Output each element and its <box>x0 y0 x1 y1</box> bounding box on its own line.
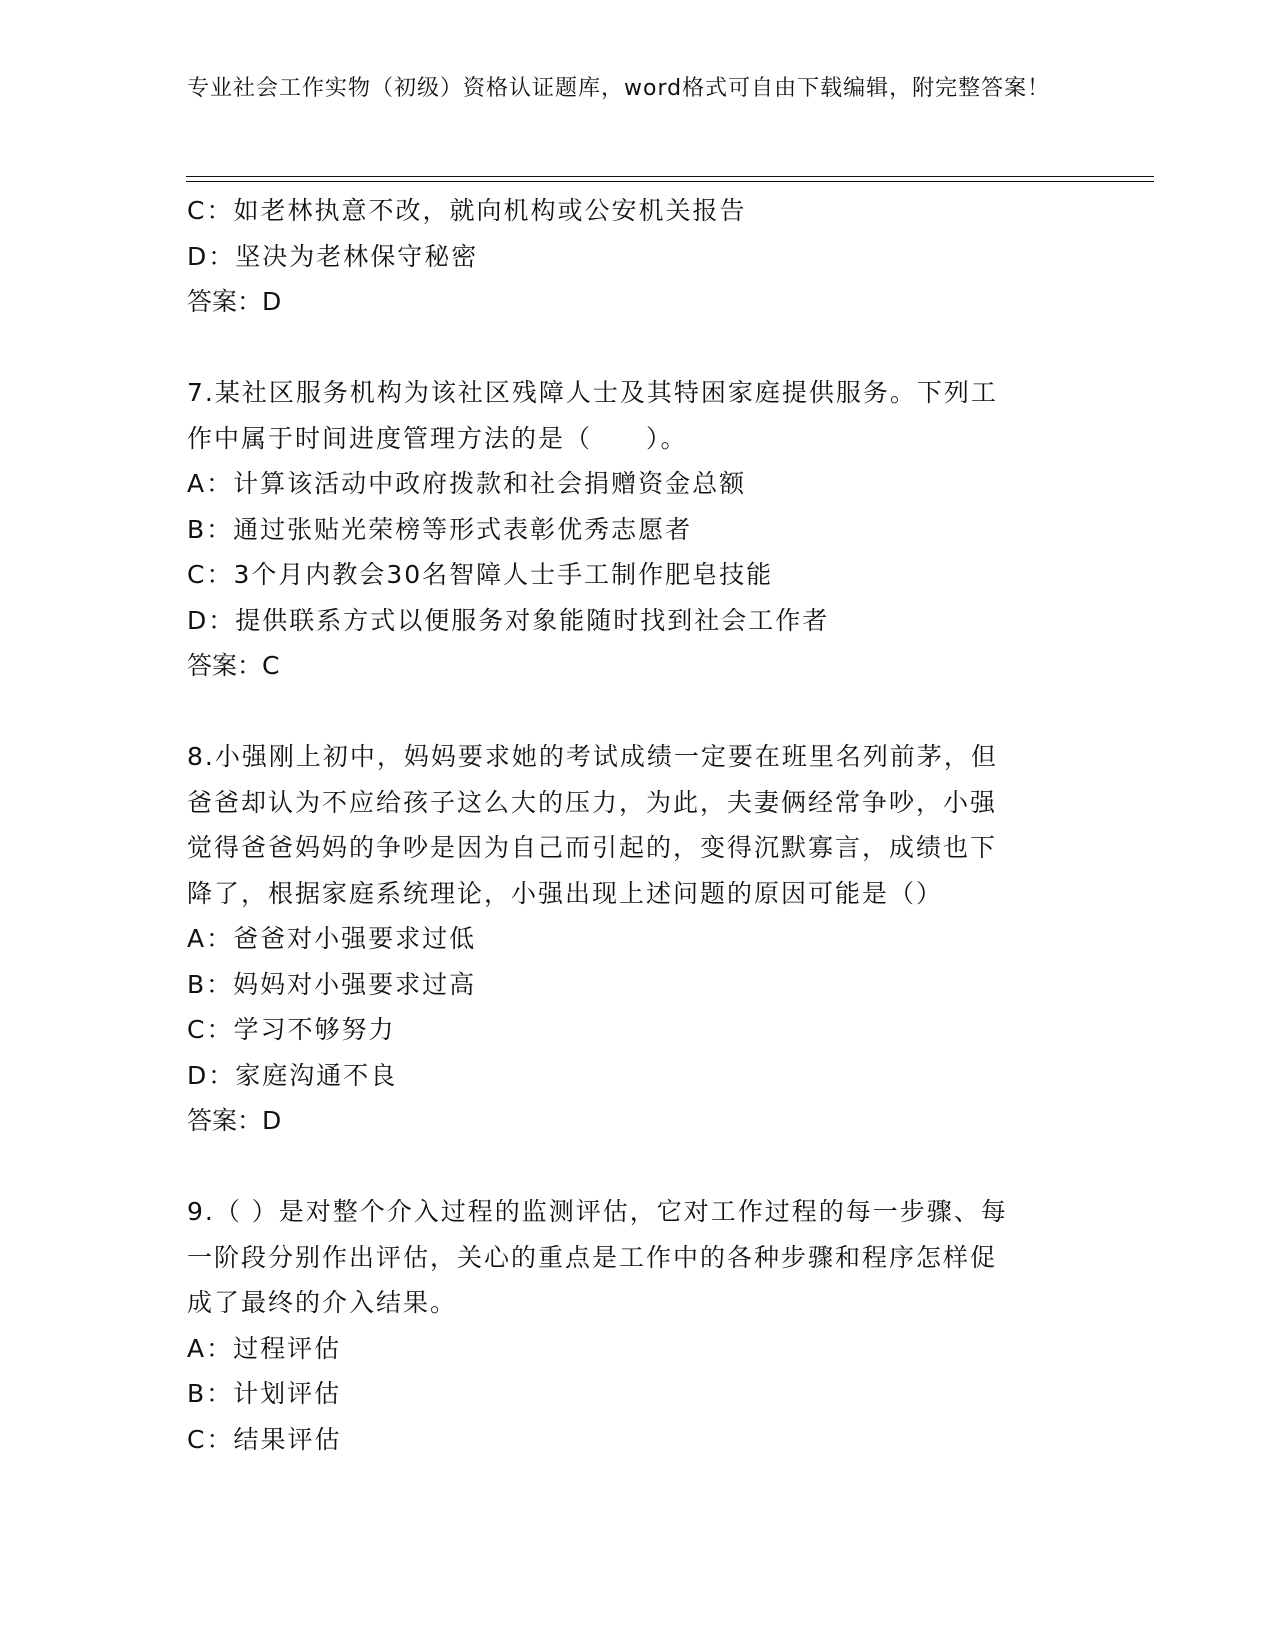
answer-line: 答案：C <box>187 651 280 680</box>
question-stem-line: 作中属于时间进度管理方法的是（ ）。 <box>187 423 688 453</box>
option-a: A：过程评估 <box>187 1333 342 1363</box>
question-stem-line: 成了最终的介入结果。 <box>187 1288 458 1317</box>
option-b: B：妈妈对小强要求过高 <box>187 969 477 999</box>
document-body <box>187 188 1087 1462</box>
option-d: D：家庭沟通不良 <box>187 1060 398 1090</box>
header-divider-top <box>186 176 1154 177</box>
option-c: C：如老林执意不改，就向机构或公安机关报告 <box>187 196 747 225</box>
question-stem-line: 爸爸却认为不应给孩子这么大的压力，为此，夫妻俩经常争吵，小强 <box>187 787 998 817</box>
spacer <box>187 325 1087 371</box>
question-stem-line: 8.小强刚上初中，妈妈要求她的考试成绩一定要在班里名列前茅，但 <box>187 742 998 771</box>
option-b: B：通过张贴光荣榜等形式表彰优秀志愿者 <box>187 514 693 544</box>
answer-line: 答案：D <box>187 1106 282 1135</box>
header-divider-bottom <box>186 181 1154 182</box>
spacer <box>187 689 1087 735</box>
question-stem-line: 9.（ ）是对整个介入过程的监测评估，它对工作过程的每一步骤、每 <box>187 1197 1008 1226</box>
question-9 <box>187 1189 1087 1462</box>
question-7 <box>187 370 1087 689</box>
question-stem-line: 一阶段分别作出评估，关心的重点是工作中的各种步骤和程序怎样促 <box>187 1242 998 1272</box>
option-a: A：计算该活动中政府拨款和社会捐赠资金总额 <box>187 469 747 498</box>
question-8 <box>187 734 1087 1144</box>
question-stem-line: 降了，根据家庭系统理论，小强出现上述问题的原因可能是（） <box>187 878 944 908</box>
option-d: D：坚决为老林保守秘密 <box>187 241 479 271</box>
option-d: D：提供联系方式以便服务对象能随时找到社会工作者 <box>187 605 830 635</box>
option-b: B：计划评估 <box>187 1379 342 1408</box>
spacer <box>187 1144 1087 1190</box>
option-a: A：爸爸对小强要求过低 <box>187 924 477 953</box>
question-stem-line: 觉得爸爸妈妈的争吵是因为自己而引起的，变得沉默寡言，成绩也下 <box>187 833 998 862</box>
document-header: 专业社会工作实物（初级）资格认证题库，word格式可自由下载编辑，附完整答案！ <box>187 76 1051 101</box>
answer-line: 答案：D <box>187 287 282 316</box>
question-stem-line: 7.某社区服务机构为该社区残障人士及其特困家庭提供服务。下列工 <box>187 378 998 407</box>
question-partial <box>187 188 1087 325</box>
option-c: C：学习不够努力 <box>187 1015 396 1044</box>
option-c: C：结果评估 <box>187 1424 342 1454</box>
option-c: C：3个月内教会30名智障人士手工制作肥皂技能 <box>187 560 774 589</box>
